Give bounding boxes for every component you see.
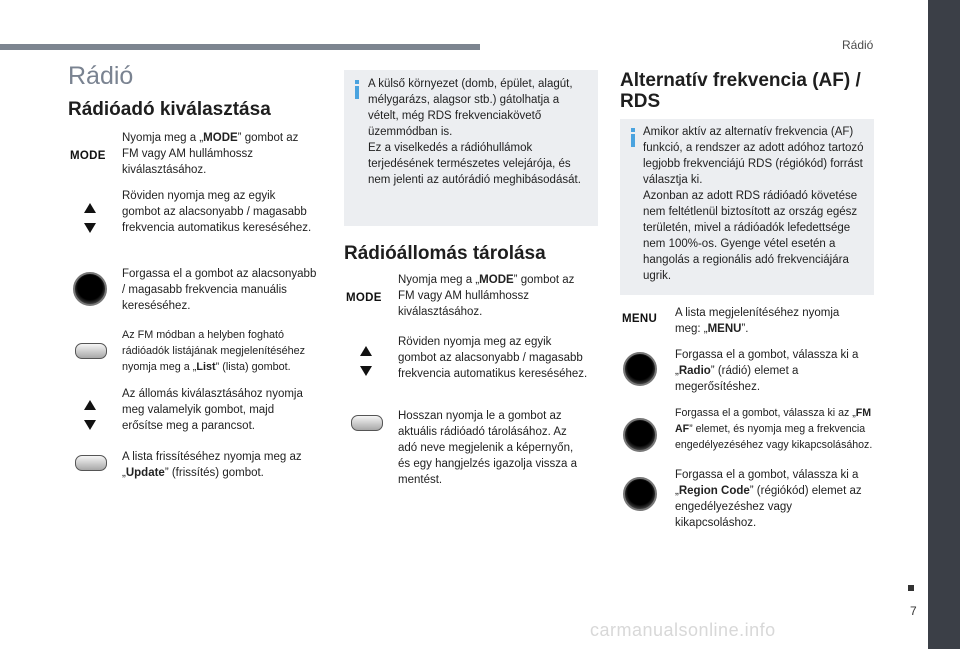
arrow-buttons-icon [83, 400, 97, 430]
instruction-long-press-store: Hosszan nyomja le a gombot az aktuális rádióadó tárolásához. Az adó neve megjelenik a képernyőn, és egy hangjelzés igazolja vissza a mentést. [398, 410, 577, 486]
page-number: 7 [910, 604, 917, 618]
instruction-radio-item: Forgassa el a gombot, válassza ki a „Radio” (rádió) elemet a megerősítéshez. [675, 349, 859, 393]
chapter-title: Rádió [68, 62, 134, 90]
section-heading-station-select: Rádióadó kiválasztása [68, 99, 271, 120]
section-heading-af-rds: Alternatív frekvencia (AF) / RDS [620, 70, 861, 112]
instruction-manual-search: Forgassa el a gombot az alacsonyabb / magasabb frekvencia manuális kereséséhez. [122, 268, 317, 312]
instruction-auto-search: Röviden nyomja meg az egyik gombot az alacsonyabb / magasabb frekvencia automatikus kereséséhez. [122, 190, 312, 234]
instruction-auto-search-store: Röviden nyomja meg az egyik gombot az alacsonyabb / magasabb frekvencia automatikus kereséséhez. [398, 336, 588, 380]
page-sidebar-strip [928, 0, 960, 649]
info-text-reception: A külső környezet (domb, épület, alagút, mélygarázs, alagsor stb.) gátolhatja a vételt, még RDS frekvenciakövető üzemmódban is. Ez a viselkedés a rádióhullámok terjedésének természetes velejárója, és nem jelenti az autórádió meghibásodását. [368, 78, 581, 186]
arrow-buttons-icon [359, 346, 373, 376]
running-header: Rádió [842, 38, 874, 52]
watermark: carmanualsonline.info [590, 620, 776, 640]
instruction-fm-af: Forgassa el a gombot, válassza ki az „FM AF” elemet, és nyomja meg a frekvencia engedélyezéséhez vagy kikapcsolásához. [675, 407, 873, 451]
arrow-buttons-icon [83, 203, 97, 233]
rotary-knob-icon [623, 418, 657, 452]
instruction-select-station: Az állomás kiválasztásához nyomja meg valamelyik gombot, majd erősítse meg a parancsot. [122, 388, 303, 432]
header-rule [0, 44, 480, 50]
info-icon [628, 128, 638, 148]
rotary-knob-icon [623, 477, 657, 511]
touch-button-icon [351, 415, 383, 431]
info-icon [352, 80, 362, 100]
menu-button-icon: MENU [622, 313, 658, 325]
touch-button-icon [75, 455, 107, 471]
instruction-menu: A lista megjelenítéséhez nyomja meg: „MENU”. [675, 307, 840, 335]
instruction-region-code: Forgassa el a gombot, válassza ki a „Region Code” (régiókód) elemet az engedélyezéshez vagy kikapcsoláshoz. [675, 469, 862, 529]
end-of-section-marker [908, 585, 914, 591]
instruction-list: Az FM módban a helyben fogható rádióadók listájának megjelenítéséhez nyomja meg a „List” (lista) gombot. [122, 329, 306, 373]
touch-button-icon [75, 343, 107, 359]
mode-button-icon: MODE [346, 292, 382, 304]
section-heading-store-station: Rádióállomás tárolása [344, 243, 546, 264]
info-text-af: Amikor aktív az alternatív frekvencia (AF) funkció, a rendszer az adott adóhoz tartozó legjobb frekvenciájú RDS (régiókód) forrást választja ki. Azonban az adott RDS rádióadó követése nem feltétlenül biztosított az ország egész területén, mivel a rádióadók lefedettsége nem 100%-os. Gyenge vétel esetén a hangolás a regionális adó frekvenciájára ugrik. [643, 126, 864, 282]
mode-button-icon: MODE [70, 150, 106, 162]
rotary-knob-icon [623, 352, 657, 386]
instruction-update: A lista frissítéséhez nyomja meg az „Update” (frissítés) gombot. [122, 451, 302, 479]
instruction-mode-store: Nyomja meg a „MODE” gombot az FM vagy AM hullámhossz kiválasztásához. [398, 274, 575, 318]
rotary-knob-icon [73, 272, 107, 306]
instruction-mode: Nyomja meg a „MODE” gombot az FM vagy AM hullámhossz kiválasztásához. [122, 132, 299, 176]
